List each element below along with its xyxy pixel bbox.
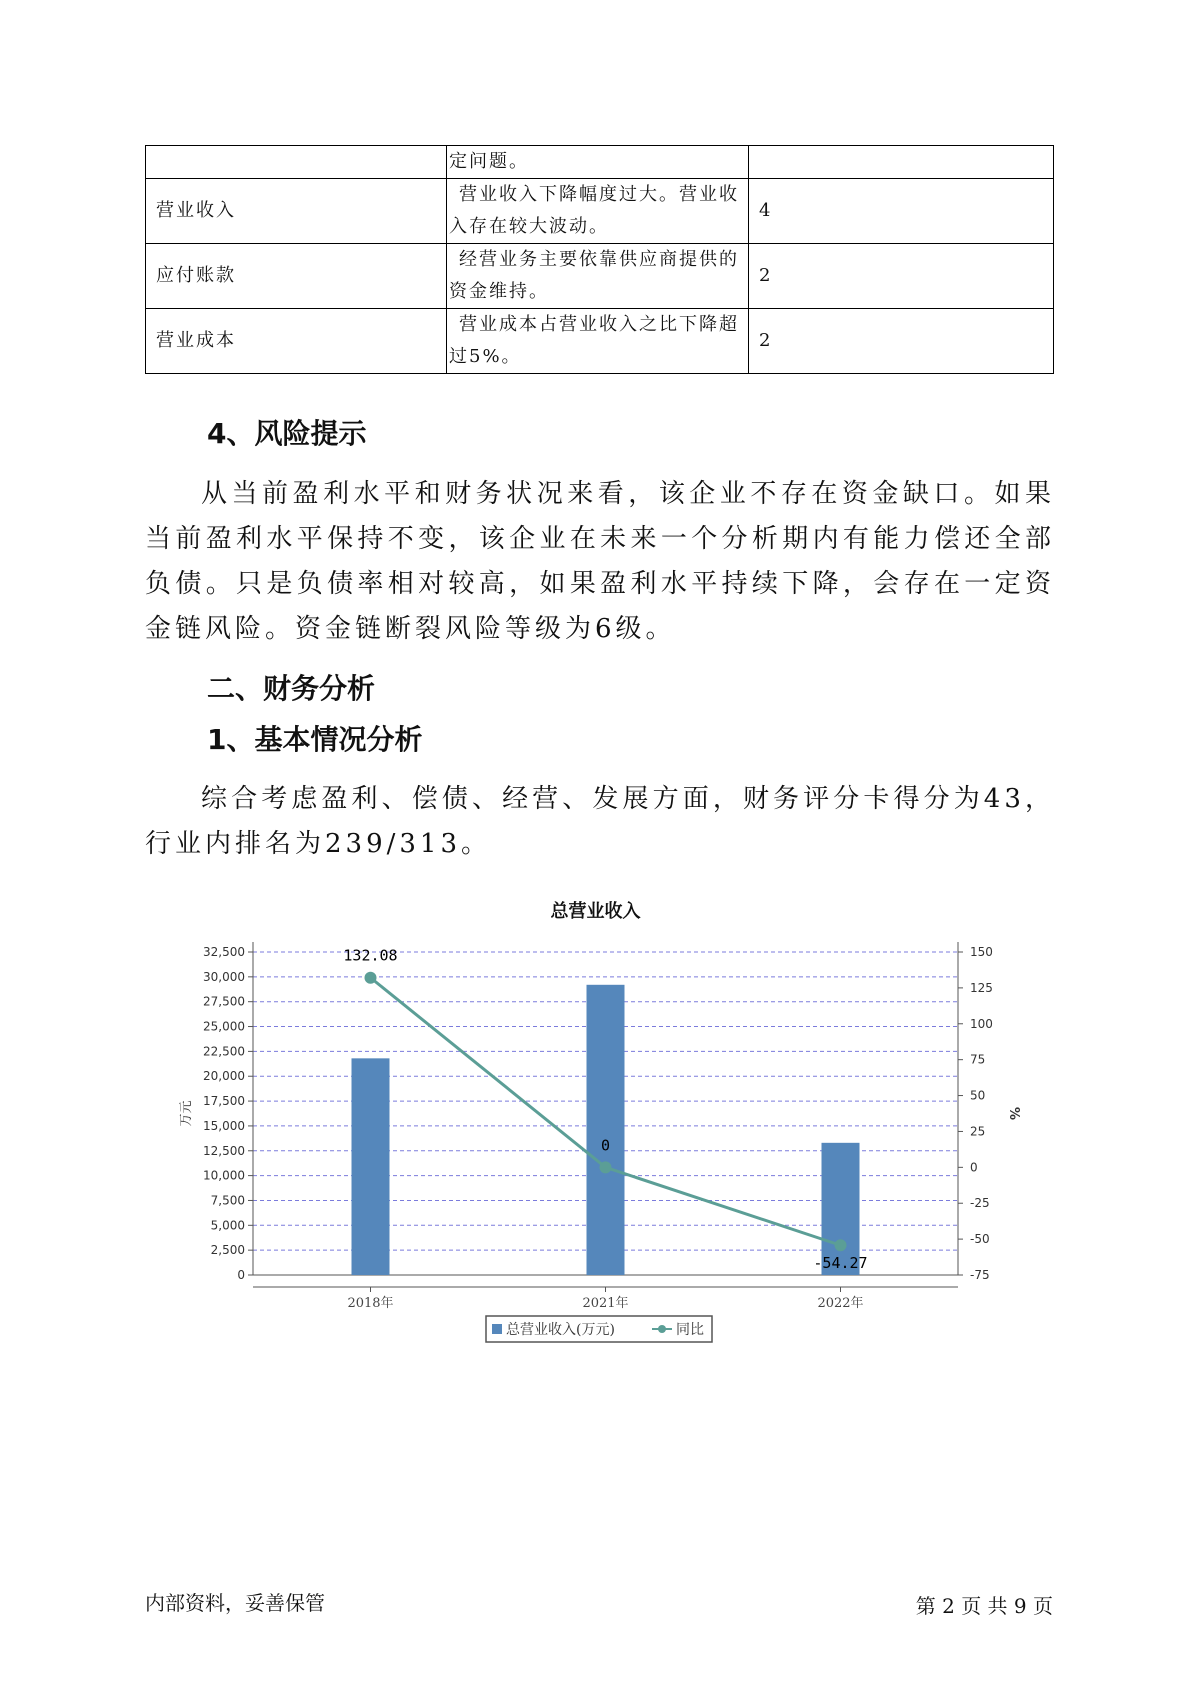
footer-confidential: 内部资料，妥善保管 <box>145 1591 325 1615</box>
y-right-tick-label: -25 <box>970 1196 990 1211</box>
y-tick-label: 25,000 <box>203 1019 245 1034</box>
description-line: 资金维持。 <box>449 281 549 302</box>
legend-bar-swatch <box>492 1324 502 1334</box>
legend-bar-label: 总营业收入(万元) <box>506 1322 615 1338</box>
risk-item-score: 4 <box>749 179 1054 244</box>
risk-item-name: 应付账款 <box>146 244 447 309</box>
y-tick-label: 15,000 <box>203 1118 245 1133</box>
y-tick-label: 22,500 <box>203 1044 245 1059</box>
y-right-tick-label: 150 <box>970 945 993 959</box>
y-tick-label: 20,000 <box>203 1069 245 1084</box>
y-tick-label: 2,500 <box>210 1243 245 1258</box>
y-right-tick-label: 100 <box>970 1016 993 1031</box>
yoy-point <box>365 972 377 984</box>
y-axis-title: 万元 <box>179 1100 194 1127</box>
y-right-tick-label: 0 <box>970 1160 978 1175</box>
y-right-tick-label: -50 <box>970 1232 990 1247</box>
chart-title: 总营业收入 <box>550 901 641 922</box>
bar <box>587 985 625 1275</box>
y-tick-label: 30,000 <box>203 969 245 984</box>
y-right-tick-label: -75 <box>970 1268 990 1282</box>
legend-line-marker <box>658 1325 666 1333</box>
description-line: 经营业务主要依靠供应商提供的 <box>459 249 739 270</box>
y-tick-label: 12,500 <box>203 1143 245 1158</box>
risk-heading: 4、风险提示 <box>207 417 367 450</box>
description-line: 营业收入下降幅度过大。营业收 <box>459 184 739 205</box>
x-tick-label: 2022年 <box>817 1296 864 1311</box>
y-tick-label: 10,000 <box>203 1168 245 1183</box>
yoy-data-label: 0 <box>600 1136 611 1155</box>
y-tick-label: 7,500 <box>210 1193 245 1208</box>
y-right-tick-label: 25 <box>970 1124 986 1139</box>
x-tick-label: 2021年 <box>582 1296 629 1311</box>
yoy-point <box>600 1161 612 1173</box>
x-tick-label: 2018年 <box>347 1296 394 1311</box>
basic-analysis-heading: 1、基本情况分析 <box>207 723 423 756</box>
y-right-tick-label: 125 <box>970 980 993 995</box>
y-tick-label: 5,000 <box>210 1218 245 1233</box>
risk-item-score: 2 <box>749 244 1054 309</box>
y-tick-label: 17,500 <box>203 1094 245 1109</box>
bar <box>352 1058 390 1275</box>
y-right-tick-label: 50 <box>970 1088 986 1103</box>
legend-line-label: 同比 <box>676 1322 704 1338</box>
description-line: 过5%。 <box>449 346 522 367</box>
yoy-data-label: 132.08 <box>343 946 398 965</box>
risk-item-name: 营业收入 <box>146 179 447 244</box>
risk-item-score: 2 <box>749 309 1054 374</box>
yoy-data-label: -54.27 <box>813 1254 868 1273</box>
yoy-point <box>835 1239 847 1251</box>
finance-paragraph: 综合考虑盈利、偿债、经营、发展方面，财务评分卡得分为43，行业内排名为239/313。 <box>145 784 1055 859</box>
y-right-axis-title: % <box>1006 1106 1021 1121</box>
y-tick-label: 0 <box>237 1268 245 1282</box>
footer-page-number: 第 2 页 共 9 页 <box>915 1594 1053 1618</box>
risk-paragraph: 从当前盈利水平和财务状况来看，该企业不存在资金缺口。如果当前盈利水平保持不变，该企业在未来一个分析期内有能力偿还全部负债。只是负债率相对较高，如果盈利水平持续下降，会存在一定资金链风险。资金链断裂风险等级为6级。 <box>145 479 1055 644</box>
finance-heading: 二、财务分析 <box>207 672 376 705</box>
description-line: 营业成本占营业收入之比下降超 <box>459 314 739 335</box>
description-line: 入存在较大波动。 <box>449 216 609 237</box>
y-tick-label: 27,500 <box>203 994 245 1009</box>
description-line: 定问题。 <box>449 151 529 172</box>
risk-item-name: 营业成本 <box>146 309 447 374</box>
y-tick-label: 32,500 <box>203 945 245 959</box>
y-right-tick-label: 75 <box>970 1052 986 1067</box>
